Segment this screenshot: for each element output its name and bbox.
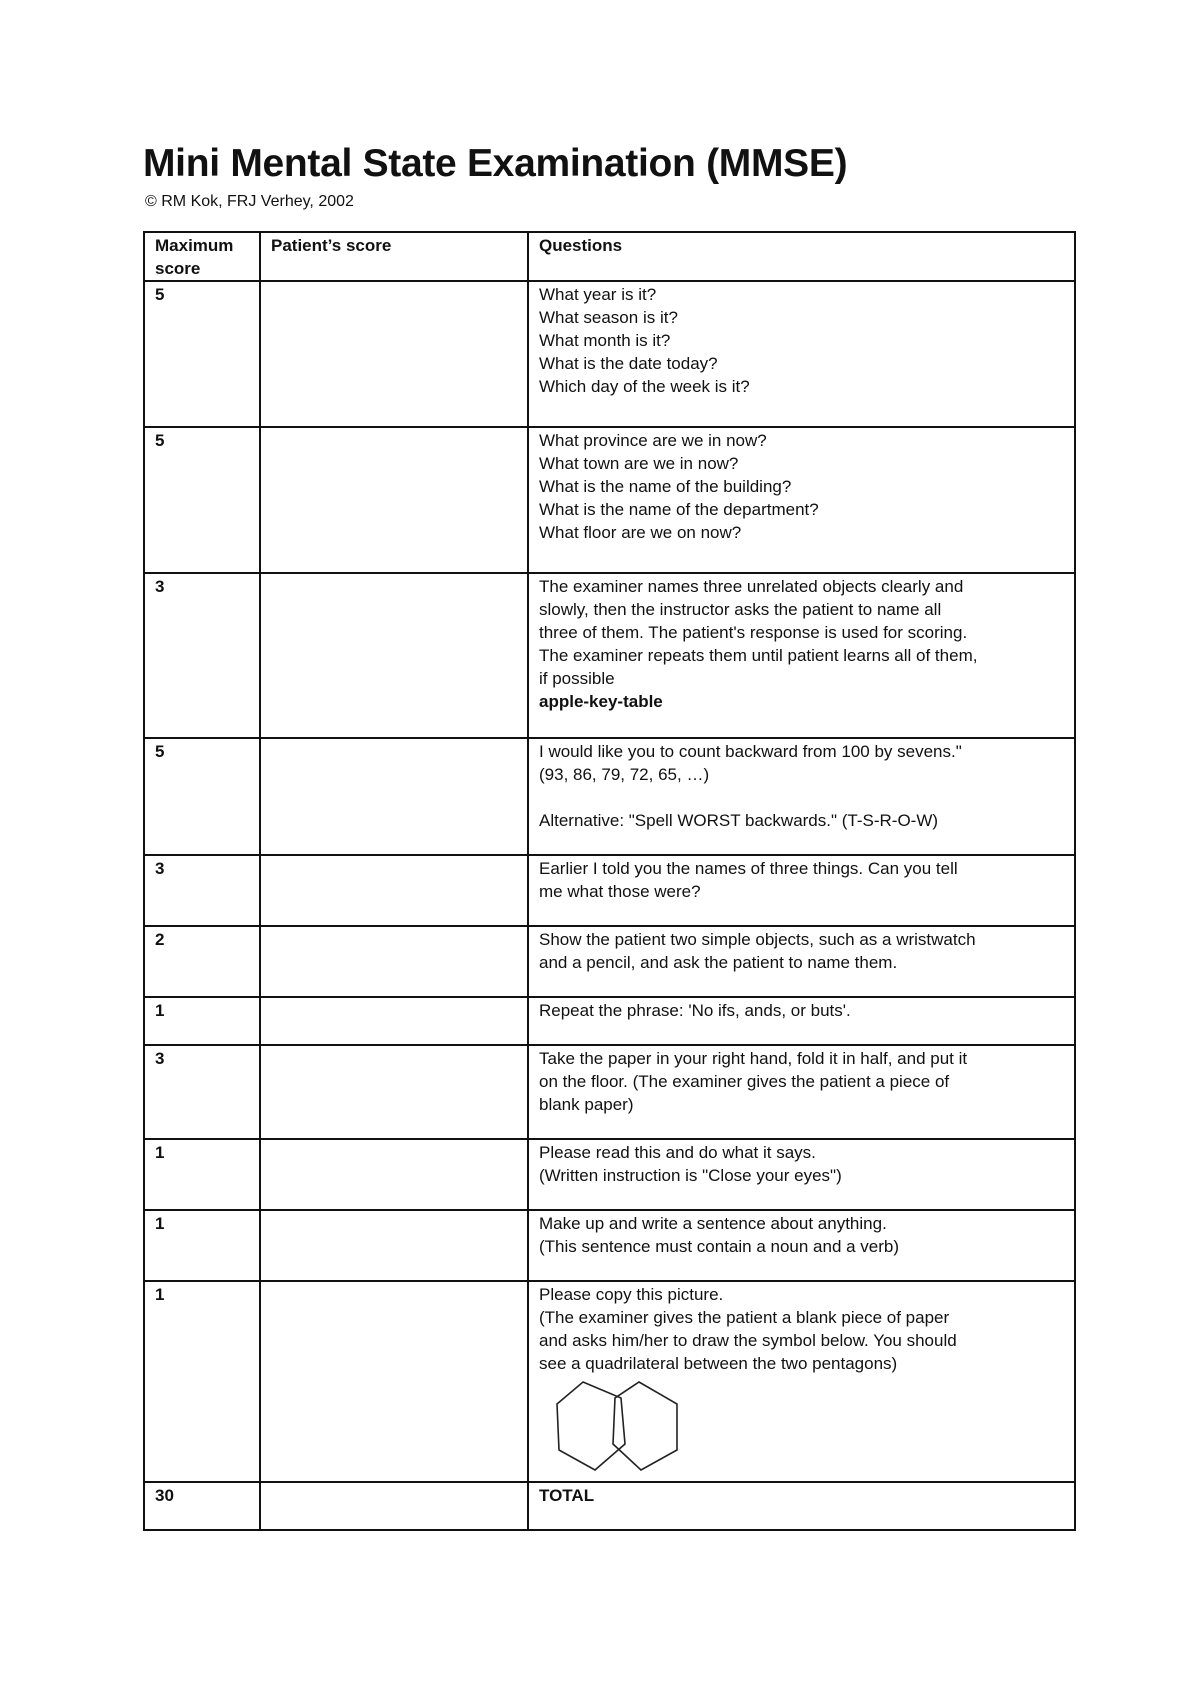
question-line: Repeat the phrase: 'No ifs, ands, or buts'. [539,1001,851,1020]
question-cell [528,855,1075,926]
header-patient-score: Patient’s score [260,232,528,281]
max-score-cell: 5 [144,427,260,573]
question-line: The examiner repeats them until patient learns all of them, [539,646,978,665]
recall-words: apple-key-table [539,692,663,711]
patient-score-cell[interactable] [260,1045,528,1139]
question-line: blank paper) [539,1095,634,1114]
question-line: What is the date today? [539,354,718,373]
question-cell [528,1210,1075,1281]
patient-score-cell[interactable] [260,1139,528,1210]
document-title: Mini Mental State Examination (MMSE) [143,142,848,185]
question-cell [528,738,1075,855]
table-row [144,1281,1075,1482]
table-row [144,281,1075,427]
question-line: What is the name of the department? [539,500,819,519]
table-row [144,997,1075,1045]
copyright-notice: © RM Kok, FRJ Verhey, 2002 [145,193,354,210]
table-row [144,1045,1075,1139]
patient-score-cell[interactable] [260,573,528,738]
question-cell [528,1045,1075,1139]
table-row [144,427,1075,573]
question-line: What is the name of the building? [539,477,792,496]
question-line: see a quadrilateral between the two pentagons) [539,1354,898,1373]
question-line: What town are we in now? [539,454,739,473]
question-line: Earlier I told you the names of three things. Can you tell [539,859,958,878]
question-line: Please read this and do what it says. [539,1143,816,1162]
patient-score-cell[interactable] [260,1281,528,1482]
table-row [144,926,1075,997]
total-patient-score-cell[interactable] [260,1482,528,1530]
question-line: Make up and write a sentence about anything. [539,1214,887,1233]
question-line: me what those were? [539,882,701,901]
question-line: (93, 86, 79, 72, 65, …) [539,765,710,784]
question-cell [528,1281,1075,1482]
patient-score-cell[interactable] [260,738,528,855]
question-cell [528,427,1075,573]
max-score-cell: 5 [144,738,260,855]
question-line: Take the paper in your right hand, fold it in half, and put it [539,1049,968,1068]
max-score-cell: 1 [144,1139,260,1210]
max-score-cell: 2 [144,926,260,997]
question-line: I would like you to count backward from 100 by sevens." [539,742,962,761]
question-line: What year is it? [539,285,657,304]
max-score-cell: 3 [144,1045,260,1139]
question-line: Please copy this picture. [539,1285,724,1304]
question-cell [528,1139,1075,1210]
question-line: (This sentence must contain a noun and a verb) [539,1237,900,1256]
table-row [144,1139,1075,1210]
question-cell [528,926,1075,997]
question-cell [528,997,1075,1045]
question-line: Alternative: "Spell WORST backwards." (T-S-R-O-W) [539,811,939,830]
question-line: slowly, then the instructor asks the patient to name all [539,600,942,619]
question-line: Show the patient two simple objects, such as a wristwatch [539,930,976,949]
question-line-spacer [539,786,1064,809]
question-line: Which day of the week is it? [539,377,750,396]
patient-score-cell[interactable] [260,926,528,997]
question-line: What province are we in now? [539,431,767,450]
question-line: (Written instruction is "Close your eyes") [539,1166,842,1185]
table-row [144,738,1075,855]
max-score-cell: 5 [144,281,260,427]
total-max-score: 30 [144,1482,260,1530]
table-row [144,573,1075,738]
max-score-cell: 3 [144,855,260,926]
max-score-cell: 3 [144,573,260,738]
question-line: if possible [539,669,615,688]
question-cell [528,281,1075,427]
question-line: and asks him/her to draw the symbol below. You should [539,1331,957,1350]
question-line: What floor are we on now? [539,523,742,542]
question-line: What season is it? [539,308,678,327]
question-cell [528,573,1075,738]
table-header-row [144,232,1075,281]
intersecting-pentagons-icon [551,1378,691,1474]
question-line: What month is it? [539,331,671,350]
total-label: TOTAL [528,1482,1075,1530]
max-score-cell: 1 [144,997,260,1045]
total-row [144,1482,1075,1530]
patient-score-cell[interactable] [260,997,528,1045]
question-line: on the floor. (The examiner gives the patient a piece of [539,1072,950,1091]
patient-score-cell[interactable] [260,855,528,926]
table-row [144,1210,1075,1281]
question-line: (The examiner gives the patient a blank piece of paper [539,1308,950,1327]
patient-score-cell[interactable] [260,281,528,427]
max-score-cell: 1 [144,1281,260,1482]
mmse-table [143,231,1076,1531]
patient-score-cell[interactable] [260,427,528,573]
question-line: The examiner names three unrelated objects clearly and [539,577,964,596]
header-maximum-score: Maximum score [144,232,260,281]
question-line: and a pencil, and ask the patient to name them. [539,953,898,972]
max-score-cell: 1 [144,1210,260,1281]
patient-score-cell[interactable] [260,1210,528,1281]
header-questions: Questions [528,232,1075,281]
question-line: three of them. The patient's response is used for scoring. [539,623,968,642]
table-row [144,855,1075,926]
